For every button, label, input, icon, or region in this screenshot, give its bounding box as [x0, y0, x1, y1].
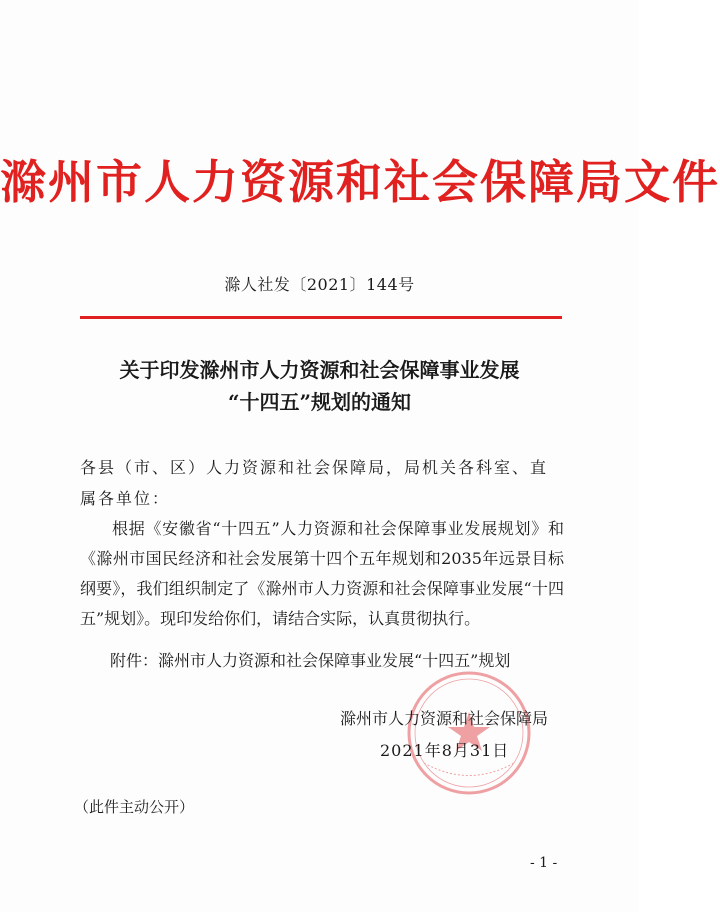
document-header-title: 滁州市人力资源和社会保障局文件	[0, 155, 720, 209]
official-seal-icon	[404, 668, 534, 798]
page-number: - 1 -	[530, 855, 558, 871]
notice-title	[0, 354, 639, 418]
notice-title-line-2: “十四五”规划的通知	[227, 390, 411, 414]
document-number: 滁人社发〔2021〕144号	[224, 275, 415, 294]
red-divider-line	[80, 316, 562, 319]
attachment-line: 附件：滁州市人力资源和社会保障事业发展“十四五”规划	[110, 651, 511, 670]
body-paragraph: 根据《安徽省“十四五”人力资源和社会保障事业发展规划》和《滁州市国民经济和社会发展第十四个五年规划和2035年远景目标纲要》，我们组织制定了《滁州市人力资源和社会保障事业发展“十四五”规划》。现印发给你们，请结合实际，认真贯彻执行。	[80, 519, 564, 628]
issue-date: 2021年8月31日	[380, 741, 510, 760]
issuing-organization: 滁州市人力资源和社会保障局	[340, 709, 549, 728]
notice-title-line-1: 关于印发滁州市人力资源和社会保障事业发展	[119, 358, 520, 382]
addressee: 各县（市、区）人力资源和社会保障局，局机关各科室、直属各单位：	[80, 458, 549, 508]
disclosure-note: （此件主动公开）	[74, 798, 195, 816]
